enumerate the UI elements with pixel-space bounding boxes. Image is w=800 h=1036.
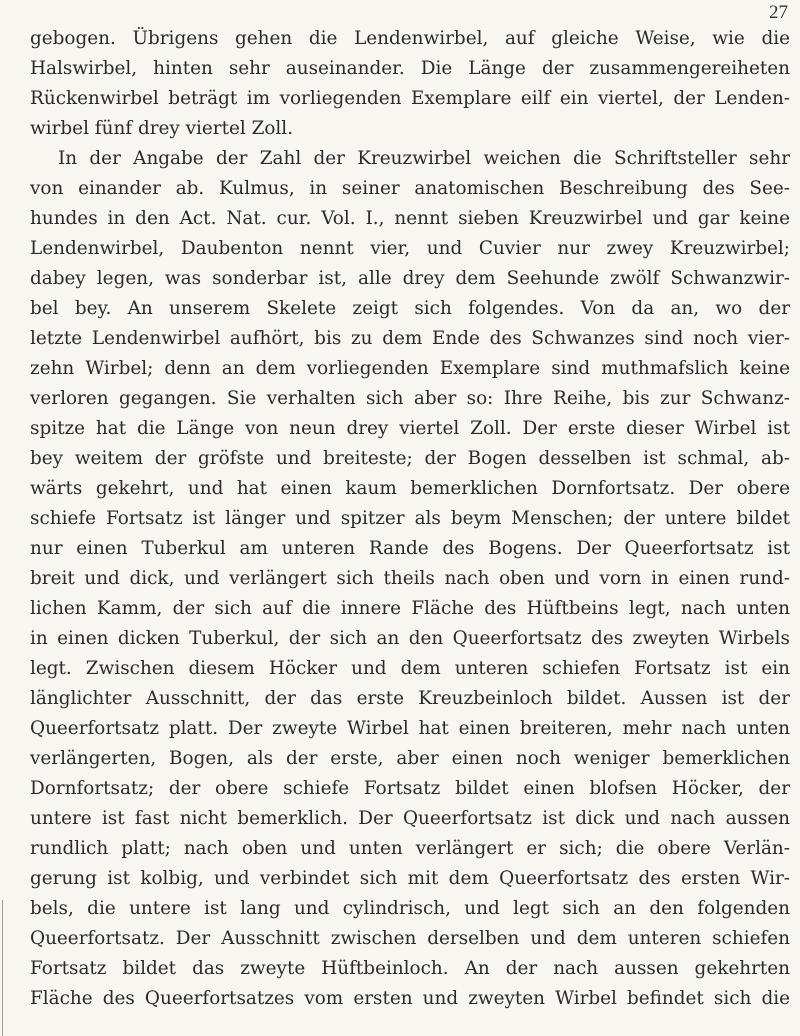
text-line: gerung ist kolbig, und verbindet sich mit dem Queerfortsatz des ersten Wir- [30,868,790,889]
text-line: nur einen Tuberkul am unteren Rande des Bogens. Der Queerfortsatz ist [30,538,790,559]
text-line: schiefe Fortsatz ist länger und spitzer als beym Menschen; der untere bildet [30,508,790,529]
text-line: bels, die untere ist lang und cylindrisch, und legt sich an den folgenden [30,898,790,919]
text-line: Queerfortsatz platt. Der zweyte Wirbel hat einen breiteren, mehr nach unten [30,718,790,739]
body-text [30,24,790,1014]
text-line: Lendenwirbel, Daubenton nennt vier, und Cuvier nur zwey Kreuzwirbel; [30,238,790,259]
text-line: untere ist fast nicht bemerklich. Der Queerfortsatz ist dick und nach aussen [30,808,790,829]
text-line: wärts gekehrt, und hat einen kaum bemerklichen Dornfortsatz. Der obere [30,478,790,499]
text-line: Queerfortsatz. Der Ausschnitt zwischen derselben und dem unteren schiefen [30,928,790,949]
text-line: Fläche des Queerfortsatzes vom ersten und zweyten Wirbel befindet sich die [30,988,790,1009]
text-line: von einander ab. Kulmus, in seiner anatomischen Beschreibung des See- [30,178,790,199]
text-line: verloren gegangen. Sie verhalten sich aber so: Ihre Reihe, bis zur Schwanz- [30,388,790,409]
text-line: länglichter Ausschnitt, der das erste Kreuzbeinloch bildet. Aussen ist der [30,688,790,709]
text-line: letzte Lendenwirbel aufhört, bis zu dem Ende des Schwanzes sind noch vier- [30,328,790,349]
text-line: breit und dick, und verlängert sich theils nach oben und vorn in einen rund- [30,568,790,589]
text-line: zehn Wirbel; denn an dem vorliegenden Exemplare sind muthmafslich keine [30,358,790,379]
text-line: bel bey. An unserem Skelete zeigt sich folgendes. Von da an, wo der [30,298,790,319]
text-line: in einen dicken Tuberkul, der sich an den Queerfortsatz des zweyten Wirbels [30,628,790,649]
text-line: Fortsatz bildet das zweyte Hüftbeinloch. An der nach aussen gekehrten [30,958,790,979]
text-line: Rückenwirbel beträgt im vorliegenden Exemplare eilf ein viertel, der Lenden- [30,88,790,109]
text-line: spitze hat die Länge von neun drey viertel Zoll. Der erste dieser Wirbel ist [30,418,790,439]
text-line: dabey legen, was sonderbar ist, alle drey dem Seehunde zwölf Schwanzwir- [30,268,790,289]
page-number: 27 [769,2,788,23]
text-line: verlängerten, Bogen, als der erste, aber einen noch weniger bemerklichen [30,748,790,769]
text-line: Dornfortsatz; der obere schiefe Fortsatz bildet einen blofsen Höcker, der [30,778,790,799]
text-line: lichen Kamm, der sich auf die innere Fläche des Hüftbeins legt, nach unten [30,598,790,619]
text-line: legt. Zwischen diesem Höcker und dem unteren schiefen Fortsatz ist ein [30,658,790,679]
text-line: bey weitem der gröfste und breiteste; der Bogen desselben ist schmal, ab- [30,448,790,469]
text-line: rundlich platt; nach oben und unten verlängert er sich; die obere Verlän- [30,838,790,859]
text-line: In der Angabe der Zahl der Kreuzwirbel weichen die Schriftsteller sehr [58,148,790,169]
text-line: wirbel fünf drey viertel Zoll. [30,118,294,139]
text-line: Halswirbel, hinten sehr auseinander. Die Länge der zusammengereiheten [30,58,790,79]
text-line: hundes in den Act. Nat. cur. Vol. I., nennt sieben Kreuzwirbel und gar keine [30,208,790,229]
text-line: gebogen. Übrigens gehen die Lendenwirbel, auf gleiche Weise, wie die [30,28,790,49]
page-edge-line [2,900,3,1036]
